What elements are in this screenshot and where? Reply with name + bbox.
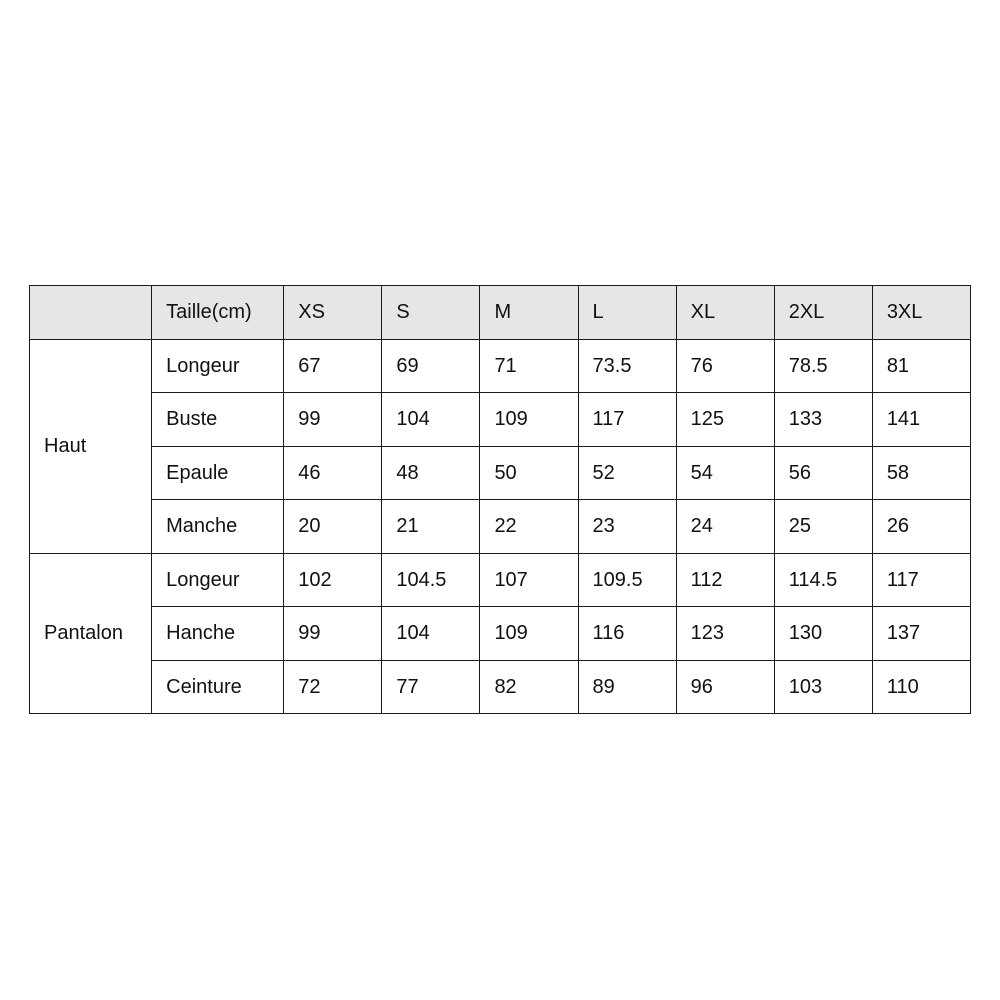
table-row xyxy=(30,500,971,554)
cell-value: 72 xyxy=(284,660,382,714)
cell-value: 22 xyxy=(480,500,578,554)
cell-value: 77 xyxy=(382,660,480,714)
cell-value: 109.5 xyxy=(578,553,676,607)
cell-value: 82 xyxy=(480,660,578,714)
cell-value: 114.5 xyxy=(774,553,872,607)
cell-value: 117 xyxy=(578,393,676,447)
cell-value: 46 xyxy=(284,446,382,500)
header-corner-cell xyxy=(30,286,152,340)
measure-label: Manche xyxy=(152,500,284,554)
header-size-l: L xyxy=(578,286,676,340)
cell-value: 26 xyxy=(872,500,970,554)
cell-value: 104 xyxy=(382,393,480,447)
header-row xyxy=(30,286,971,340)
measure-label: Longeur xyxy=(152,339,284,393)
group-label-haut: Haut xyxy=(30,339,152,553)
table-body xyxy=(30,339,971,714)
header-size-3xl: 3XL xyxy=(872,286,970,340)
size-chart-container xyxy=(29,285,971,714)
group-label-pantalon: Pantalon xyxy=(30,553,152,714)
cell-value: 102 xyxy=(284,553,382,607)
cell-value: 107 xyxy=(480,553,578,607)
cell-value: 130 xyxy=(774,607,872,661)
table-header xyxy=(30,286,971,340)
cell-value: 71 xyxy=(480,339,578,393)
cell-value: 110 xyxy=(872,660,970,714)
cell-value: 25 xyxy=(774,500,872,554)
cell-value: 58 xyxy=(872,446,970,500)
cell-value: 137 xyxy=(872,607,970,661)
cell-value: 54 xyxy=(676,446,774,500)
cell-value: 104.5 xyxy=(382,553,480,607)
cell-value: 50 xyxy=(480,446,578,500)
cell-value: 133 xyxy=(774,393,872,447)
header-size-xs: XS xyxy=(284,286,382,340)
cell-value: 109 xyxy=(480,393,578,447)
size-chart-table xyxy=(29,285,971,714)
cell-value: 73.5 xyxy=(578,339,676,393)
header-size-s: S xyxy=(382,286,480,340)
cell-value: 20 xyxy=(284,500,382,554)
cell-value: 123 xyxy=(676,607,774,661)
cell-value: 89 xyxy=(578,660,676,714)
measure-label: Ceinture xyxy=(152,660,284,714)
cell-value: 21 xyxy=(382,500,480,554)
table-row xyxy=(30,660,971,714)
cell-value: 81 xyxy=(872,339,970,393)
cell-value: 116 xyxy=(578,607,676,661)
table-row xyxy=(30,446,971,500)
measure-label: Epaule xyxy=(152,446,284,500)
table-row xyxy=(30,339,971,393)
header-size-xl: XL xyxy=(676,286,774,340)
cell-value: 99 xyxy=(284,393,382,447)
cell-value: 24 xyxy=(676,500,774,554)
cell-value: 96 xyxy=(676,660,774,714)
cell-value: 125 xyxy=(676,393,774,447)
cell-value: 109 xyxy=(480,607,578,661)
header-size-2xl: 2XL xyxy=(774,286,872,340)
cell-value: 104 xyxy=(382,607,480,661)
header-size-m: M xyxy=(480,286,578,340)
header-measure-label: Taille(cm) xyxy=(152,286,284,340)
cell-value: 67 xyxy=(284,339,382,393)
cell-value: 76 xyxy=(676,339,774,393)
table-row xyxy=(30,393,971,447)
measure-label: Buste xyxy=(152,393,284,447)
cell-value: 23 xyxy=(578,500,676,554)
cell-value: 117 xyxy=(872,553,970,607)
measure-label: Hanche xyxy=(152,607,284,661)
table-row xyxy=(30,553,971,607)
cell-value: 141 xyxy=(872,393,970,447)
cell-value: 56 xyxy=(774,446,872,500)
cell-value: 78.5 xyxy=(774,339,872,393)
cell-value: 99 xyxy=(284,607,382,661)
cell-value: 52 xyxy=(578,446,676,500)
cell-value: 69 xyxy=(382,339,480,393)
measure-label: Longeur xyxy=(152,553,284,607)
table-row xyxy=(30,607,971,661)
cell-value: 48 xyxy=(382,446,480,500)
cell-value: 103 xyxy=(774,660,872,714)
cell-value: 112 xyxy=(676,553,774,607)
